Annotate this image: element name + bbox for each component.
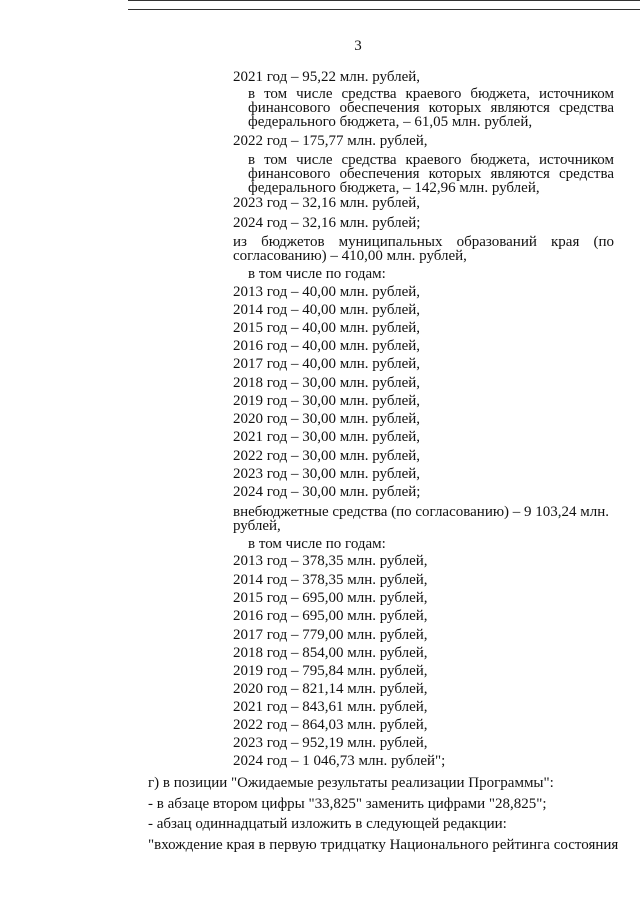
municipal-year-2023: 2023 год – 30,00 млн. рублей,	[233, 466, 421, 482]
item-g-point-2: - абзац одиннадцатый изложить в следующей редакции:	[148, 816, 507, 832]
extrabudget-year-2022: 2022 год – 864,03 млн. рублей,	[233, 717, 428, 733]
municipal-year-2013: 2013 год – 40,00 млн. рублей,	[233, 284, 421, 300]
extrabudget-year-2024: 2024 год – 1 046,73 млн. рублей";	[233, 753, 446, 769]
item-g-point-1: - в абзаце втором цифры "33,825" заменить цифрами "28,825";	[148, 796, 547, 812]
municipal-year-2024: 2024 год – 30,00 млн. рублей;	[233, 484, 421, 500]
extrabudget-year-2019: 2019 год – 795,84 млн. рублей,	[233, 663, 428, 679]
municipal-year-2020: 2020 год – 30,00 млн. рублей,	[233, 411, 421, 427]
municipal-year-2022: 2022 год – 30,00 млн. рублей,	[233, 448, 421, 464]
federal-2024-line: 2024 год – 32,16 млн. рублей;	[233, 215, 421, 231]
federal-2022-detail: в том числе средства краевого бюджета, источником финансового обеспечения которых являются средства федерального бюджета, – 142,96 млн. рублей,	[248, 152, 614, 196]
extrabudget-year-2018: 2018 год – 854,00 млн. рублей,	[233, 645, 428, 661]
federal-2021-detail: в том числе средства краевого бюджета, источником финансового обеспечения которых являются средства федерального бюджета, – 61,05 млн. рублей,	[248, 86, 614, 130]
extrabudget-year-2017: 2017 год – 779,00 млн. рублей,	[233, 627, 428, 643]
municipal-year-2014: 2014 год – 40,00 млн. рублей,	[233, 302, 421, 318]
federal-2023-line: 2023 год – 32,16 млн. рублей,	[233, 195, 421, 211]
municipal-year-2021: 2021 год – 30,00 млн. рублей,	[233, 429, 421, 445]
federal-2022-line: 2022 год – 175,77 млн. рублей,	[233, 133, 428, 149]
extrabudget-year-2016: 2016 год – 695,00 млн. рублей,	[233, 608, 428, 624]
municipal-year-2017: 2017 год – 40,00 млн. рублей,	[233, 356, 421, 372]
extrabudget-intro: внебюджетные средства (по согласованию) – 9 103,24 млн. рублей,	[233, 504, 610, 534]
municipal-year-2019: 2019 год – 30,00 млн. рублей,	[233, 393, 421, 409]
extrabudget-year-2015: 2015 год – 695,00 млн. рублей,	[233, 590, 428, 606]
extrabudget-by-years: в том числе по годам:	[248, 536, 386, 552]
extrabudget-year-2021: 2021 год – 843,61 млн. рублей,	[233, 699, 428, 715]
item-g-point-3: "вхождение края в первую тридцатку Национального рейтинга состояния	[148, 837, 619, 853]
municipal-intro: из бюджетов муниципальных образований края (по согласованию) – 410,00 млн. рублей,	[233, 234, 614, 264]
municipal-year-2015: 2015 год – 40,00 млн. рублей,	[233, 320, 421, 336]
municipal-year-2018: 2018 год – 30,00 млн. рублей,	[233, 375, 421, 391]
item-g-heading: г) в позиции "Ожидаемые результаты реализации Программы":	[148, 775, 554, 791]
municipal-by-years: в том числе по годам:	[248, 266, 386, 282]
extrabudget-year-2014: 2014 год – 378,35 млн. рублей,	[233, 572, 428, 588]
extrabudget-year-2013: 2013 год – 378,35 млн. рублей,	[233, 553, 428, 569]
municipal-year-2016: 2016 год – 40,00 млн. рублей,	[233, 338, 421, 354]
extrabudget-year-2020: 2020 год – 821,14 млн. рублей,	[233, 681, 428, 697]
federal-2021-line: 2021 год – 95,22 млн. рублей,	[233, 69, 421, 85]
extrabudget-year-2023: 2023 год – 952,19 млн. рублей,	[233, 735, 428, 751]
page-number: 3	[354, 38, 362, 54]
